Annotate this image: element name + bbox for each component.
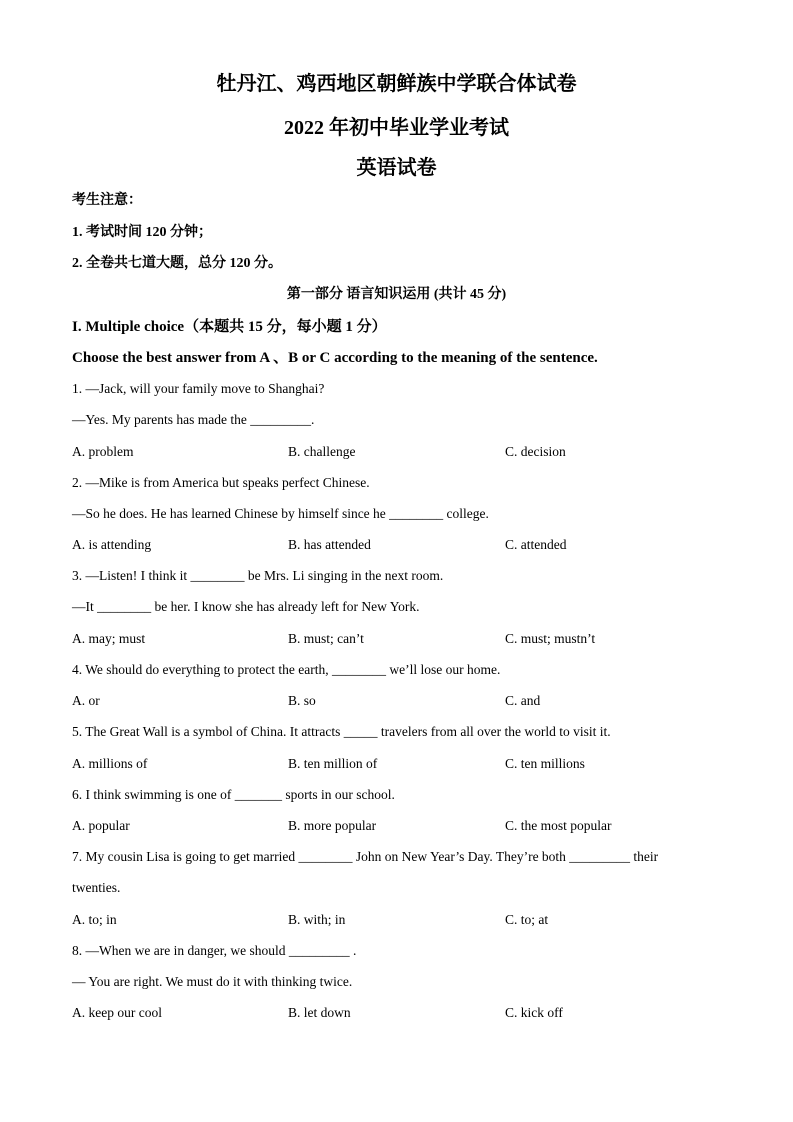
question-5-option-c: C. ten millions	[505, 756, 585, 771]
exam-title-year: 2022 年初中毕业学业考试	[284, 117, 509, 139]
question-6-option-a: A. popular	[72, 818, 130, 833]
question-8-option-b: B. let down	[288, 1005, 351, 1020]
question-3-stem: 3. —Listen! I think it ________ be Mrs. Li singing in the next room.	[72, 568, 444, 583]
notice-item-score: 2. 全卷共七道大题，总分 120 分。	[72, 256, 282, 271]
question-2-option-c: C. attended	[505, 537, 567, 552]
question-8-stem: 8. —When we are in danger, we should _________ .	[72, 943, 357, 958]
question-4-stem: 4. We should do everything to protect the earth, ________ we’ll lose our home.	[72, 662, 501, 677]
question-6-option-c: C. the most popular	[505, 818, 612, 833]
question-7-option-a: A. to; in	[72, 912, 117, 927]
question-8-option-c: C. kick off	[505, 1005, 563, 1020]
question-3-option-a: A. may; must	[72, 631, 146, 646]
question-7-stem-continued: twenties.	[72, 880, 121, 895]
question-5-stem: 5. The Great Wall is a symbol of China. It attracts _____ travelers from all over the world to visit it.	[72, 724, 611, 739]
question-2-option-b: B. has attended	[288, 537, 371, 552]
question-1-option-a: A. problem	[72, 444, 134, 459]
question-7-option-c: C. to; at	[505, 912, 549, 927]
question-1-option-b: B. challenge	[288, 444, 356, 459]
section-title: I. Multiple choice（本题共 15 分，每小题 1 分）	[72, 319, 387, 335]
question-6-option-b: B. more popular	[288, 818, 377, 833]
question-2-stem: 2. —Mike is from America but speaks perfect Chinese.	[72, 475, 370, 490]
part-heading: 第一部分 语言知识运用 (共计 45 分)	[286, 287, 507, 302]
section-instruction: Choose the best answer from A 、B or C according to the meaning of the sentence.	[72, 350, 598, 366]
question-1-option-c: C. decision	[505, 444, 566, 459]
question-5-option-b: B. ten million of	[288, 756, 378, 771]
question-3-option-c: C. must; mustn’t	[505, 631, 596, 646]
question-3-option-b: B. must; can’t	[288, 631, 364, 646]
question-1-reply: —Yes. My parents has made the _________.	[72, 412, 315, 427]
exam-title-region: 牡丹江、鸡西地区朝鲜族中学联合体试卷	[216, 73, 577, 95]
question-8-reply: — You are right. We must do it with thinking twice.	[72, 974, 353, 989]
question-1-stem: 1. —Jack, will your family move to Shanghai?	[72, 381, 325, 396]
notice-item-time: 1. 考试时间 120 分钟；	[72, 225, 212, 240]
question-2-reply: —So he does. He has learned Chinese by himself since he ________ college.	[72, 506, 489, 521]
question-4-option-b: B. so	[288, 693, 316, 708]
question-4-option-a: A. or	[72, 693, 100, 708]
question-4-option-c: C. and	[505, 693, 541, 708]
exam-title-subject: 英语试卷	[356, 157, 437, 179]
question-2-option-a: A. is attending	[72, 537, 152, 552]
question-8-option-a: A. keep our cool	[72, 1005, 162, 1020]
question-3-reply: —It ________ be her. I know she has already left for New York.	[72, 599, 420, 614]
notice-heading: 考生注意：	[72, 193, 142, 208]
question-7-stem: 7. My cousin Lisa is going to get married ________ John on New Year’s Day. They’re both _________ their	[72, 849, 659, 864]
question-7-option-b: B. with; in	[288, 912, 346, 927]
question-5-option-a: A. millions of	[72, 756, 148, 771]
question-6-stem: 6. I think swimming is one of _______ sports in our school.	[72, 787, 395, 802]
